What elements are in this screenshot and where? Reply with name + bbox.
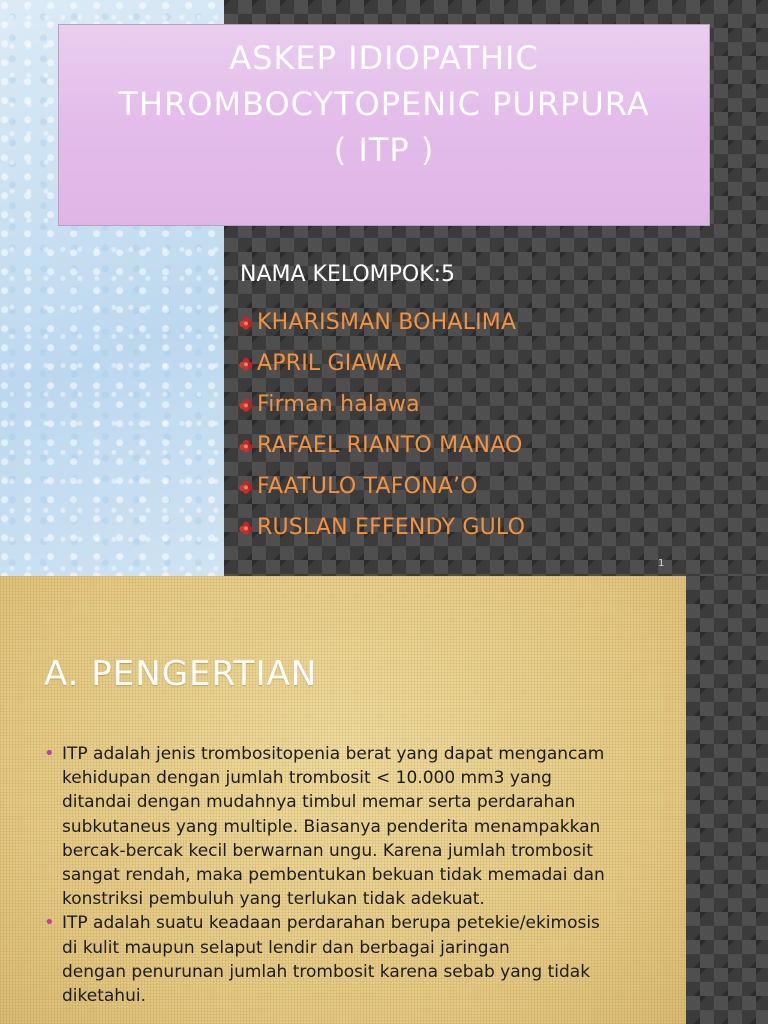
bullet-dot-icon: • [44, 912, 55, 934]
member-list [238, 302, 525, 548]
member-item [238, 466, 525, 507]
member-name: APRIL GIAWA [257, 351, 402, 376]
red-flower-icon [238, 520, 254, 536]
member-name: RUSLAN EFFENDY GULO [257, 515, 526, 540]
section-heading: A. PENGERTIAN [44, 654, 318, 694]
member-item [238, 302, 525, 343]
definition-item [44, 742, 644, 911]
member-name: FAATULO TAFONA’O [257, 474, 478, 499]
member-name: Firman halawa [257, 392, 420, 417]
red-flower-icon [238, 315, 254, 331]
member-item [238, 343, 525, 384]
red-flower-icon [238, 479, 254, 495]
member-item [238, 384, 525, 425]
definition-list [44, 742, 644, 1008]
red-flower-icon [238, 356, 254, 372]
group-label: NAMA KELOMPOK:5 [240, 262, 456, 287]
member-name: KHARISMAN BOHALIMA [257, 310, 517, 335]
red-flower-icon [238, 438, 254, 454]
member-name: RAFAEL RIANTO MANAO [257, 433, 523, 458]
red-flower-icon [238, 397, 254, 413]
paper-panel [0, 576, 686, 1024]
page-number: 1 [658, 558, 665, 569]
title-box [58, 24, 710, 226]
bullet-dot-icon: • [44, 743, 55, 764]
definition-text: ITP adalah jenis trombositopenia berat yang dapat mengancam kehidupan dengan jumlah trombosit < 10.000 mm3 yang ditandai dengan mudahnya timbul memar serta perdarahan subkutaneus yang multiple. Biasanya penderita menampakkan bercak-bercak kecil berwarnan ungu. Karena jumlah trombosit sangat rendah, maka pembentukan bekuan tidak memadai dan konstriksi pembuluh yang terlukan tidak adekuat. [62, 744, 605, 910]
slide-title-text: ASKEP IDIOPATHIC THROMBOCYTOPENIC PURPURA ( ITP ) [118, 39, 650, 169]
member-item [238, 507, 525, 548]
member-item [238, 425, 525, 466]
slide-pengertian [0, 576, 768, 1024]
definition-item [44, 911, 644, 1008]
definition-text: ITP adalah suatu keadaan perdarahan berupa petekie/ekimosis di kulit maupun selaput lendir dan berbagai jaringan dengan penurunan jumlah trombosit karena sebab yang tidak diketahui. [62, 913, 600, 1007]
